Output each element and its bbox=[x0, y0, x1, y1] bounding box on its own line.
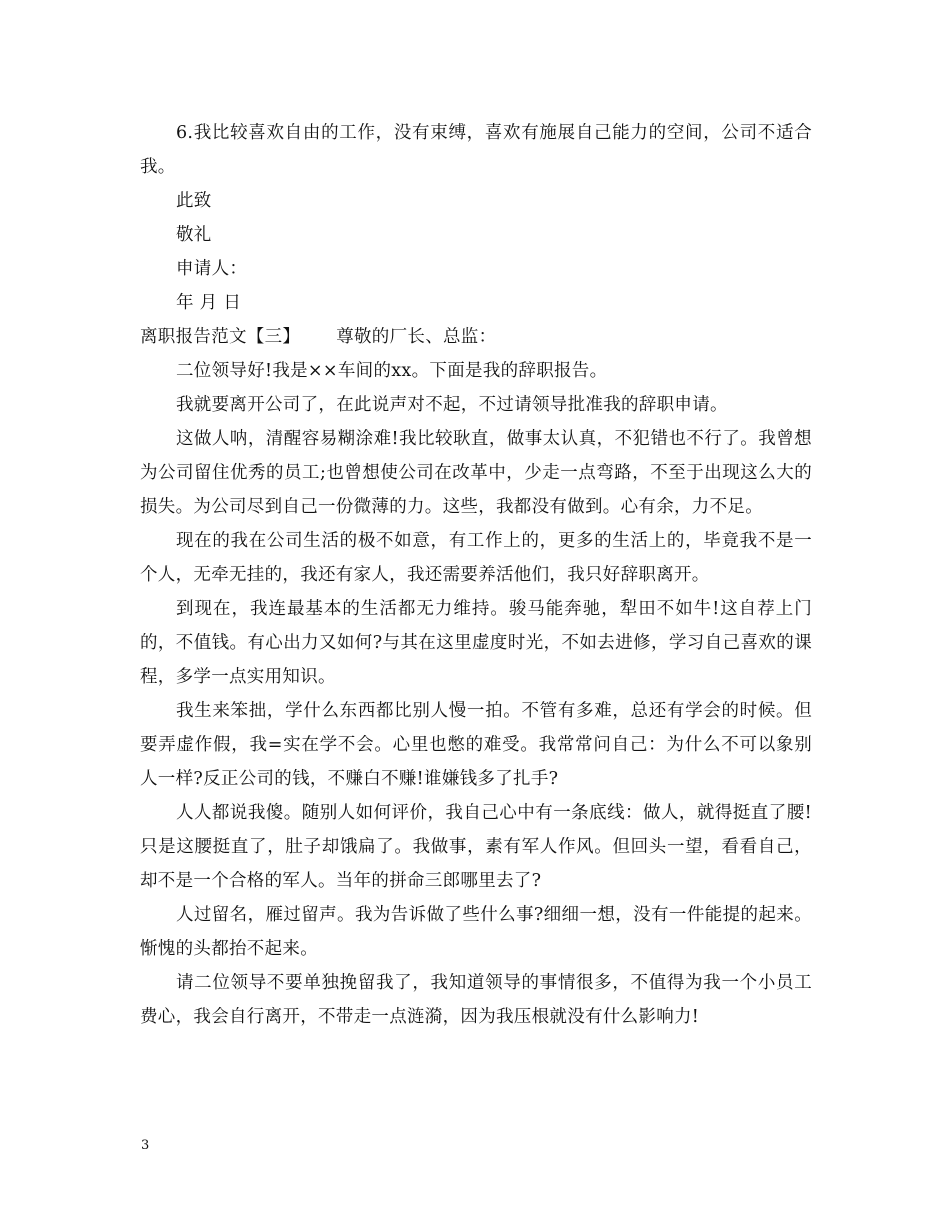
section-heading: 离职报告范文【三】 bbox=[140, 327, 301, 347]
paragraph-reason-6: 6.我比较喜欢自由的工作，没有束缚，喜欢有施展自己能力的空间，公司不适合我。 bbox=[140, 123, 812, 177]
page-number: 3 bbox=[141, 1138, 150, 1153]
body-paragraph: 现在的我在公司生活的极不如意，有工作上的，更多的生活上的，毕竟我不是一个人，无牵无挂的，我还有家人，我还需要养活他们，我只好辞职离开。 bbox=[140, 531, 812, 585]
body-paragraph: 人人都说我傻。随别人如何评价，我自己心中有一条底线：做人，就得挺直了腰!只是这腰挺直了，肚子却饿扁了。我做事，素有军人作风。但回头一望，看看自己，却不是一个合格的军人。当年的拼命三郎哪里去了? bbox=[140, 803, 812, 891]
closing-cizhi: 此致 bbox=[176, 191, 212, 211]
closing-jingli: 敬礼 bbox=[176, 225, 212, 245]
document-body bbox=[140, 116, 812, 1034]
body-paragraph: 这做人呐，清醒容易糊涂难!我比较耿直，做事太认真，不犯错也不行了。我曾想为公司留住优秀的员工;也曾想使公司在改革中，少走一点弯路，不至于出现这么大的损失。为公司尽到自己一份微薄的力。这些，我都没有做到。心有余，力不足。 bbox=[140, 429, 812, 517]
body-paragraph: 人过留名，雁过留声。我为告诉做了些什么事?细细一想，没有一件能提的起来。惭愧的头都抬不起来。 bbox=[140, 905, 812, 959]
body-paragraph: 请二位领导不要单独挽留我了，我知道领导的事情很多，不值得为我一个小员工费心，我会自行离开，不带走一点涟漪，因为我压根就没有什么影响力! bbox=[140, 973, 812, 1027]
body-paragraph: 到现在，我连最基本的生活都无力维持。骏马能奔驰，犁田不如牛!这自荐上门的，不值钱。有心出力又如何?与其在这里虚度时光，不如去进修，学习自己喜欢的课程，多学一点实用知识。 bbox=[140, 599, 812, 687]
date-line: 年 月 日 bbox=[176, 293, 242, 313]
section-heading-line bbox=[140, 320, 812, 354]
applicant-line: 申请人： bbox=[176, 259, 248, 279]
body-paragraph: 二位领导好!我是××车间的xx。下面是我的辞职报告。 bbox=[176, 361, 608, 381]
body-paragraph: 我就要离开公司了，在此说声对不起，不过请领导批准我的辞职申请。 bbox=[176, 395, 728, 415]
body-paragraph: 我生来笨拙，学什么东西都比别人慢一拍。不管有多难，总还有学会的时候。但要弄虚作假，我=实在学不会。心里也憋的难受。我常常问自己：为什么不可以象别人一样?反正公司的钱，不赚白不赚!谁嫌钱多了扎手? bbox=[140, 701, 812, 789]
salutation: 尊敬的厂长、总监： bbox=[336, 327, 497, 347]
